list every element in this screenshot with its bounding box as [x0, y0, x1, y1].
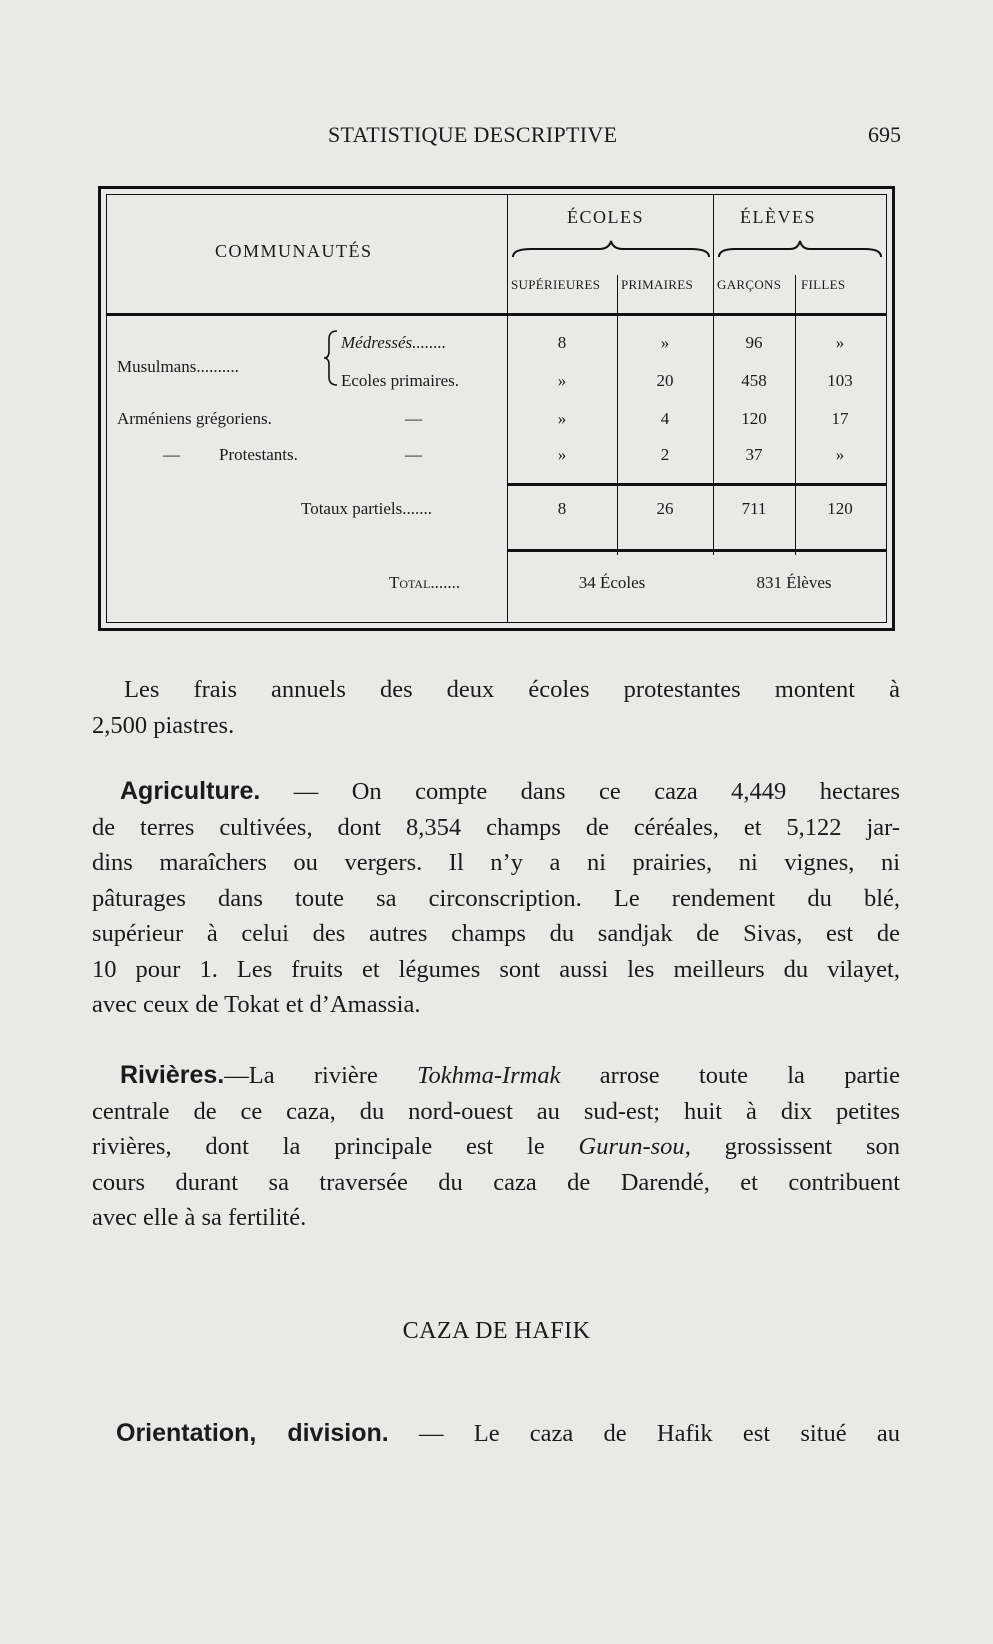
divider-communautes: [507, 195, 508, 622]
subheader-filles: FILLES: [801, 277, 846, 292]
rivieres-line-1-a: —La rivière: [224, 1062, 418, 1089]
subtotal-rule: [507, 483, 886, 486]
brace-ecoles: [511, 239, 711, 261]
agriculture-line-2: de terres cultivées, dont 8,354 champs de céréales, et 5,122 jar-: [92, 813, 900, 841]
gurun-sou-name: Gurun-sou: [578, 1133, 685, 1160]
agriculture-line-7: avec ceux de Tokat et d’Amassia.: [92, 991, 421, 1018]
subheader-garcons: GARÇONS: [717, 277, 782, 292]
partial-totals-label: Totaux partiels.......: [301, 499, 433, 518]
agriculture-line-5: supérieur à celui des autres champs du sandjak de Sivas, est de: [92, 920, 900, 947]
agriculture-line-1-text: — On compte dans ce caza 4,449 hectares: [260, 778, 900, 805]
rivieres-line-1-b: arrose toute la partie: [560, 1062, 900, 1089]
cell-r3-sup: »: [557, 409, 567, 428]
subheader-superieures: SUPÉRIEURES: [511, 277, 601, 292]
rivieres-line-2: centrale de ce caza, du nord-ouest au sud-est; huit à dix petites: [92, 1097, 900, 1125]
header-communautes: COMMUNAUTÉS: [215, 241, 373, 261]
agriculture-line-3: dins maraîchers ou vergers. Il n’y a ni prairies, ni vignes, ni: [92, 849, 900, 876]
divider-ecoles-eleves: [713, 195, 714, 555]
cell-r3-filles: 17: [831, 409, 849, 428]
paragraph-frais: [92, 672, 900, 743]
row-label-armeniens: Arméniens grégoriens.: [117, 409, 272, 428]
row-type-protestants: —: [405, 445, 422, 464]
row-type-ecoles-primaires: Ecoles primaires.: [341, 371, 460, 390]
orientation-line-1: [92, 1416, 900, 1452]
row-label-protestants: Protestants.: [219, 445, 298, 464]
cell-r3-garcons: 120: [741, 409, 767, 428]
table-inner-border: [106, 194, 887, 623]
row-type-medresses: Médressés........: [341, 333, 447, 352]
cell-r2-prim: 20: [656, 371, 674, 390]
cell-r1-garcons: 96: [745, 333, 763, 352]
cell-r2-sup: »: [557, 371, 567, 390]
subheader-primaires: PRIMAIRES: [621, 277, 694, 292]
rivieres-line-1: [92, 1058, 900, 1094]
page-number: 695: [868, 122, 901, 147]
header-ecoles: ÉCOLES: [567, 207, 645, 227]
section-title-caza-hafik: CAZA DE HAFIK: [402, 1318, 591, 1344]
paragraph-orientation: [92, 1416, 900, 1452]
rivieres-line-3: [92, 1129, 900, 1165]
cell-r4-garcons: 37: [745, 445, 763, 464]
divider-sup-prim: [617, 275, 618, 555]
rivieres-line-3-a: rivières, dont la principale est le: [92, 1133, 579, 1160]
agriculture-line-6: 10 pour 1. Les fruits et légumes sont aussi les meilleurs du vilayet,: [92, 955, 900, 983]
orientation-heading: Orientation, division.: [116, 1419, 389, 1447]
frais-line-2: 2,500 piastres.: [92, 711, 235, 739]
cell-r1-prim: »: [660, 333, 670, 352]
cell-r3-prim: 4: [660, 409, 670, 428]
total-label: Total.......: [389, 573, 461, 592]
running-title: STATISTIQUE DESCRIPTIVE: [328, 122, 618, 147]
tokhma-irmak-name: Tokhma-Irmak: [417, 1062, 561, 1089]
cell-r1-sup: 8: [557, 333, 567, 352]
agriculture-line-1: [92, 774, 900, 810]
cell-total-ecoles: 34 Écoles: [578, 573, 646, 592]
divider-garcons-filles: [795, 275, 796, 555]
orientation-line-1-text: — Le caza de Hafik est situé au: [388, 1420, 900, 1447]
rivieres-line-3-b: , grossissent son: [684, 1133, 900, 1160]
cell-partial-sup: 8: [557, 499, 567, 518]
cell-partial-garcons: 711: [741, 499, 767, 518]
cell-r2-filles: 103: [827, 371, 853, 390]
agriculture-heading: Agriculture.: [120, 777, 261, 805]
cell-r4-sup: »: [557, 445, 567, 464]
running-head: [0, 118, 993, 148]
cell-total-eleves: 831 Élèves: [756, 573, 832, 592]
row-label-musulmans: Musulmans..........: [117, 357, 239, 376]
total-rule: [507, 549, 886, 552]
cell-partial-filles: 120: [827, 499, 853, 518]
row-label-protestants-dash: —: [163, 445, 180, 464]
agriculture-line-4: pâturages dans toute sa circonscription. Le rendement du blé,: [92, 884, 900, 912]
cell-r2-garcons: 458: [741, 371, 767, 390]
cell-r4-filles: »: [835, 445, 845, 464]
rivieres-line-5: avec elle à sa fertilité.: [92, 1204, 307, 1231]
row-type-armeniens: —: [405, 409, 422, 428]
school-statistics-table: [98, 186, 895, 631]
cell-partial-prim: 26: [656, 499, 674, 518]
cell-r1-filles: »: [835, 333, 845, 352]
brace-musulmans: [323, 329, 339, 387]
paragraph-agriculture: [92, 774, 900, 1023]
brace-eleves: [717, 239, 883, 261]
rivieres-heading: Rivières.: [120, 1061, 225, 1089]
rivieres-line-4: cours durant sa traversée du caza de Darendé, et contribuent: [92, 1168, 900, 1196]
cell-r4-prim: 2: [660, 445, 670, 464]
frais-line-1: Les frais annuels des deux écoles protestantes montent à: [124, 676, 900, 703]
paragraph-rivieres: [92, 1058, 900, 1236]
header-eleves: ÉLÈVES: [740, 207, 816, 227]
header-rule: [107, 313, 886, 316]
